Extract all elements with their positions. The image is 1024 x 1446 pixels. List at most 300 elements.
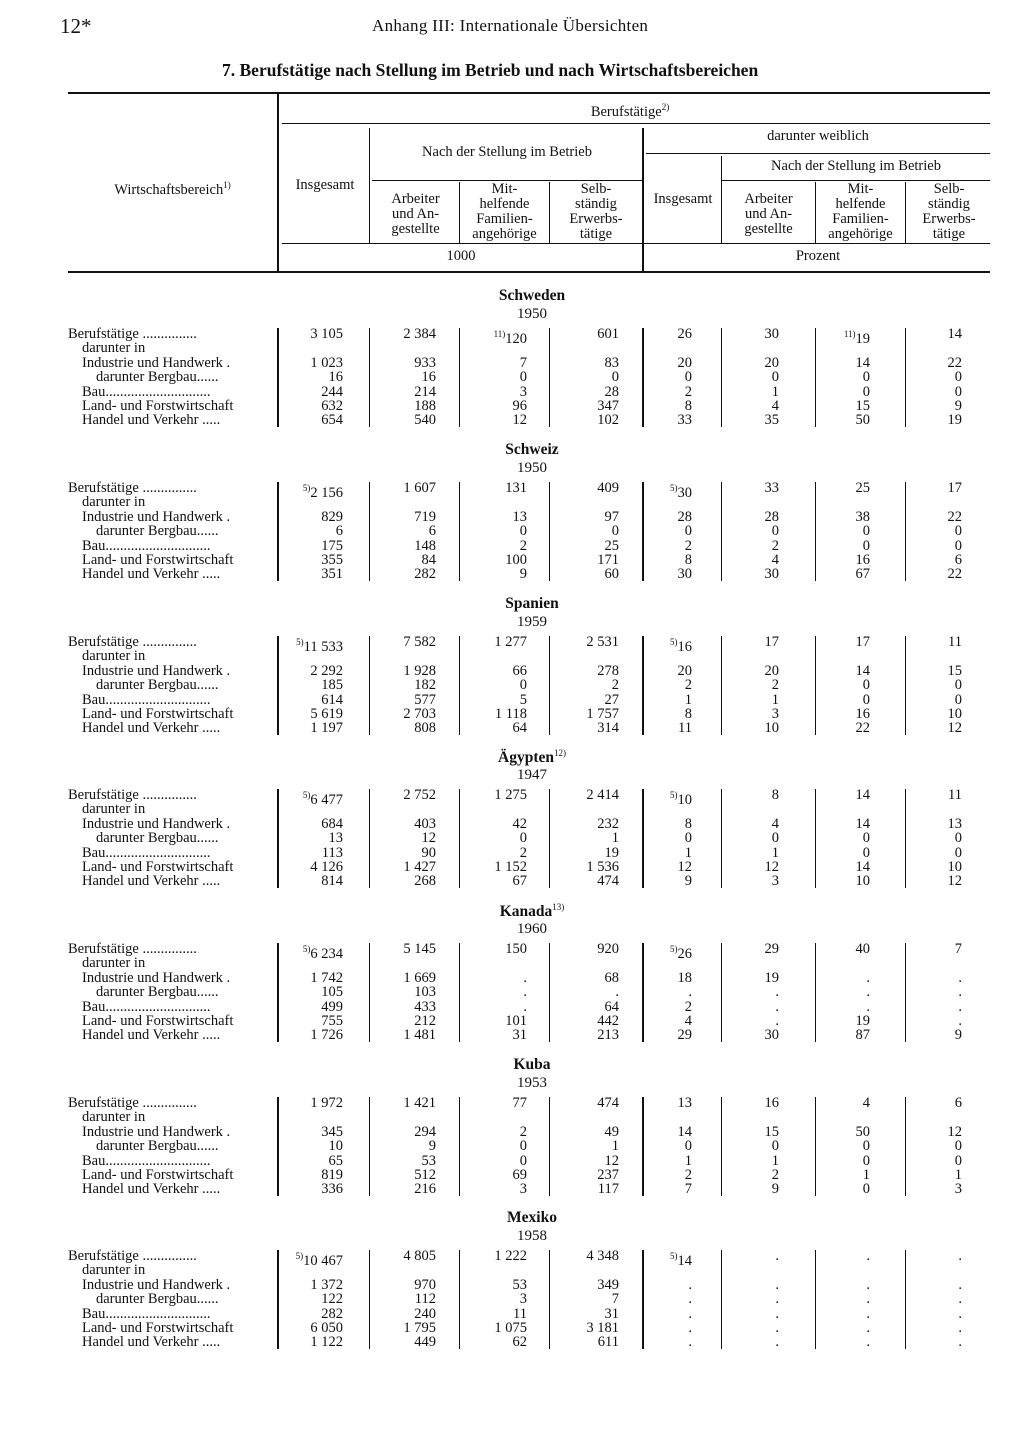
table-cell: . [958, 1305, 962, 1322]
table-cell: 19 [764, 969, 779, 986]
table-cell: 29 [677, 1027, 692, 1044]
table-cell: 12 [677, 859, 692, 875]
table-cell: 0 [684, 523, 692, 540]
table-cell: . [866, 998, 870, 1015]
table-cell: 3 [519, 1181, 527, 1198]
table-cell: 244 [321, 383, 343, 400]
table-cell: 14 [677, 1123, 692, 1140]
table-cell: 0 [771, 523, 779, 540]
table-cell: 442 [597, 1013, 619, 1029]
header-stellung: Nach der Stellung im Betrieb [422, 144, 592, 160]
table-cell: 0 [862, 523, 870, 540]
table-cell: . [523, 984, 527, 1001]
table-cell: 105 [321, 984, 343, 1001]
table-cell: . [775, 1276, 779, 1293]
row-label: Industrie und Handwerk . [82, 815, 231, 832]
table-cell: 30 [764, 1027, 779, 1044]
running-head: Anhang III: Internationale Übersichten [372, 16, 649, 35]
table-cell: 1 222 [494, 1248, 527, 1264]
row-label: Land- und Forstwirtschaft [82, 552, 234, 568]
table-cell: 3 [771, 873, 779, 890]
row-label: Bau............................. [82, 1152, 211, 1169]
row-label: darunter Bergbau...... [96, 830, 219, 847]
table-cell: 0 [954, 691, 962, 708]
table-cell: . [688, 1276, 692, 1293]
table-cell: 16 [328, 369, 343, 386]
table-cell: 15 [855, 398, 870, 414]
table-cell: 2 [519, 1123, 527, 1140]
table-cell: 0 [862, 1181, 870, 1198]
row-label: Berufstätige ............... [68, 480, 197, 496]
row-label: Industrie und Handwerk . [82, 662, 231, 679]
table-cell: 4 [684, 1013, 692, 1029]
page-number: 12* [60, 14, 92, 38]
table-cell: 349 [597, 1276, 619, 1293]
table-cell: 282 [414, 566, 436, 583]
table-cell: $^{5)}$14 [670, 1251, 692, 1269]
row-label: Berufstätige ............... [68, 941, 197, 957]
table-cell: 0 [862, 1138, 870, 1155]
table-cell: 9 [519, 566, 527, 583]
table-cell: 0 [519, 1152, 527, 1169]
table-cell: 26 [677, 326, 692, 342]
table-cell: 67 [855, 566, 870, 583]
table-cell: 131 [505, 480, 527, 496]
header-stub [68, 178, 277, 198]
table-cell: 933 [414, 354, 436, 371]
header-w-mithelfende-l4: angehörige [828, 226, 893, 242]
table-cell: 8 [684, 552, 692, 568]
table-cell: 1 972 [310, 1095, 343, 1111]
section-name-text: Schweden [498, 287, 566, 304]
table-cell: 12 [947, 1123, 962, 1140]
row-label: darunter in [82, 340, 146, 357]
table-cell: 0 [519, 523, 527, 540]
table-cell: . [958, 998, 962, 1015]
table-cell: $^{5)}$16 [670, 637, 692, 655]
table-cell: 2 [771, 537, 779, 554]
table-cell: 53 [512, 1276, 527, 1293]
table-cell: 237 [597, 1167, 619, 1183]
table-cell: $^{5)}$6 477 [302, 790, 343, 808]
table-cell: 30 [764, 566, 779, 583]
table-cell: 351 [321, 566, 343, 583]
table-cell: 449 [414, 1334, 436, 1351]
row-label: Berufstätige ............... [68, 326, 197, 342]
section-name [282, 1056, 782, 1074]
table-cell: 2 [684, 383, 692, 400]
table-cell: 25 [604, 537, 619, 554]
table-cell: $^{11)}$120 [493, 329, 527, 347]
table-cell: . [866, 1305, 870, 1322]
header-mithelfende-l4: angehörige [472, 226, 537, 242]
table-cell: . [775, 984, 779, 1001]
table-cell: 13 [328, 830, 343, 847]
table-cell: 719 [414, 508, 436, 525]
table-cell: 0 [954, 1138, 962, 1155]
table-cell: . [688, 1334, 692, 1351]
table-cell: $^{5)}$6 234 [302, 944, 343, 962]
table-cell: 101 [505, 1013, 527, 1029]
table-cell: 53 [421, 1152, 436, 1169]
table-cell: 1 [684, 844, 692, 861]
table-cell: . [775, 1248, 779, 1264]
row-label: Bau............................. [82, 383, 211, 400]
table-cell: 6 [335, 523, 343, 540]
row-label: Handel und Verkehr ..... [82, 412, 221, 429]
table-cell: 38 [855, 508, 870, 525]
header-arbeiter-l3: gestellte [391, 221, 440, 237]
table-cell: 2 [519, 537, 527, 554]
table-cell: 808 [414, 720, 436, 737]
header-w-arbeiter-l3: gestellte [744, 221, 793, 237]
row-label: Bau............................. [82, 691, 211, 708]
table-cell: 11 [948, 634, 962, 650]
table-cell: 0 [862, 844, 870, 861]
table-cell: 240 [414, 1305, 436, 1322]
header-w-selbstaendig-l1: Selb- [933, 181, 965, 197]
table-cell: 0 [954, 537, 962, 554]
table-cell: 12 [764, 859, 779, 875]
table-cell: 336 [321, 1181, 343, 1198]
table-cell: 1 197 [310, 720, 343, 737]
table-cell: 42 [512, 815, 527, 832]
table-cell: 970 [414, 1276, 436, 1293]
header-mid-rule [282, 123, 990, 124]
header-group [560, 100, 700, 120]
header-selbstaendig [550, 182, 642, 242]
table-cell: 2 531 [586, 634, 619, 650]
table-cell: 8 [771, 787, 779, 803]
table-cell: 611 [597, 1334, 619, 1351]
row-label: Berufstätige ............... [68, 787, 197, 803]
row-label: Land- und Forstwirtschaft [82, 859, 234, 875]
table-cell: 1 [611, 830, 619, 847]
table-cell: 27 [604, 691, 619, 708]
table-cell: 0 [611, 523, 619, 540]
table-cell: 66 [512, 662, 527, 679]
table-cell: 2 [684, 537, 692, 554]
table-cell: 1 421 [403, 1095, 436, 1111]
table-cell: 14 [855, 662, 870, 679]
table-cell: 7 [684, 1181, 692, 1198]
table-cell: 4 805 [403, 1248, 436, 1264]
table-cell: 11 [678, 720, 692, 737]
section-name [282, 595, 782, 613]
row-label: Industrie und Handwerk . [82, 1276, 231, 1293]
section-name-text: Kuba [513, 1056, 551, 1073]
table-cell: 0 [862, 677, 870, 694]
row-label: Berufstätige ............... [68, 1248, 197, 1264]
footnote-marker: 5) [302, 790, 311, 800]
table-cell: 0 [862, 1152, 870, 1169]
table-cell: 0 [862, 537, 870, 554]
table-cell: 10 [764, 720, 779, 737]
row-label: darunter in [82, 955, 146, 972]
footnote-marker: 5) [670, 637, 678, 647]
table-cell: 4 [771, 398, 779, 414]
table-cell: 20 [764, 354, 779, 371]
table-cell: 1 [611, 1138, 619, 1155]
row-label: Land- und Forstwirtschaft [82, 706, 234, 722]
table-cell: 0 [684, 830, 692, 847]
table-cell: 1 275 [494, 787, 527, 803]
table-cell: 4 [862, 1095, 870, 1111]
table-cell: 614 [321, 691, 343, 708]
table-cell: 14 [947, 326, 962, 342]
row-label: darunter Bergbau...... [96, 1138, 219, 1155]
table-cell: 212 [414, 1013, 436, 1029]
table-cell: 10 [855, 873, 870, 890]
table-cell: 2 [771, 1167, 779, 1183]
table-cell: 112 [414, 1291, 436, 1308]
table-cell: 1 372 [310, 1276, 343, 1293]
row-label: Berufstätige ............... [68, 634, 197, 650]
table-cell: 9 [428, 1138, 436, 1155]
table-cell: 1 726 [310, 1027, 343, 1044]
table-cell: 1 742 [310, 969, 343, 986]
table-cell: $^{5)}$11 533 [296, 637, 343, 655]
table-title: 7. Berufstätige nach Stellung im Betrieb und nach Wirtschaftsbereichen [222, 60, 759, 80]
table-cell: 12 [512, 412, 527, 429]
header-w-stellung: Nach der Stellung im Betrieb [771, 158, 941, 174]
table-cell: 150 [505, 941, 527, 957]
table-cell: 1 669 [403, 969, 436, 986]
table-cell: 0 [684, 369, 692, 386]
section-year: 1953 [517, 1075, 547, 1091]
header-w-insgesamt: Insgesamt [653, 191, 713, 207]
table-cell: . [523, 969, 527, 986]
header-arbeiter [372, 192, 459, 237]
table-cell: . [866, 1334, 870, 1351]
table-cell: 64 [604, 998, 619, 1015]
table-cell: 7 [611, 1291, 619, 1308]
table-cell: . [866, 984, 870, 1001]
row-label: Bau............................. [82, 998, 211, 1015]
table-cell: . [958, 1320, 962, 1336]
table-cell: 9 [954, 1027, 962, 1044]
table-cell: 13 [512, 508, 527, 525]
table-cell: 5 619 [310, 706, 343, 722]
table-cell: 4 [771, 815, 779, 832]
table-cell: . [688, 1305, 692, 1322]
table-cell: 1 607 [403, 480, 436, 496]
table-cell: 16 [855, 706, 870, 722]
header-stub-text: Wirtschaftsbereich [114, 181, 224, 198]
section-name-text: Spanien [505, 595, 559, 612]
table-cell: $^{5)}$10 467 [295, 1251, 343, 1269]
table-cell: 294 [414, 1123, 436, 1140]
table-cell: 0 [611, 369, 619, 386]
table-cell: 474 [597, 873, 619, 890]
footnote-marker: 5) [302, 944, 311, 954]
table-cell: 22 [947, 566, 962, 583]
header-mithelfende-l3: Familien- [476, 211, 533, 227]
row-label: darunter Bergbau...... [96, 984, 219, 1001]
table-cell: . [775, 1334, 779, 1351]
table-cell: 35 [764, 412, 779, 429]
table-cell: 77 [512, 1095, 527, 1111]
table-cell: 1 795 [403, 1320, 436, 1336]
table-cell: 3 [519, 383, 527, 400]
table-cell: 185 [321, 677, 343, 694]
table-cell: 819 [321, 1167, 343, 1183]
table-cell: 14 [855, 859, 870, 875]
section-name [282, 1209, 782, 1227]
table-cell: 117 [597, 1181, 619, 1198]
table-cell: 20 [677, 662, 692, 679]
table-cell: 347 [597, 398, 619, 414]
table-cell: . [866, 969, 870, 986]
insg-vrule [369, 128, 370, 243]
section-name-text: Schweiz [505, 441, 559, 458]
row-label: Handel und Verkehr ..... [82, 873, 221, 890]
header-group-text: Berufstätige [590, 103, 662, 120]
table-cell: 62 [512, 1334, 527, 1351]
header-unit-left: 1000 [446, 248, 476, 264]
table-cell: 1 [771, 383, 779, 400]
table-cell: 15 [764, 1123, 779, 1140]
table-cell: 13 [677, 1095, 692, 1111]
table-cell: 12 [421, 830, 436, 847]
section-name-text: Ägypten [498, 749, 554, 767]
header-w-arbeiter-l1: Arbeiter [744, 191, 793, 207]
table-cell: 0 [684, 1138, 692, 1155]
table-cell: 31 [604, 1305, 619, 1322]
table-cell: $^{5)}$26 [670, 944, 692, 962]
table-cell: 9 [954, 398, 962, 414]
table-cell: 0 [954, 383, 962, 400]
table-cell: 540 [414, 412, 436, 429]
table-cell: 1 122 [310, 1334, 343, 1351]
table-cell: $^{5)}$30 [670, 483, 692, 501]
table-cell: 97 [604, 508, 619, 525]
row-label: Land- und Forstwirtschaft [82, 1320, 234, 1336]
header-arbeiter-l1: Arbeiter [391, 191, 440, 207]
table-cell: 1 277 [494, 634, 527, 650]
table-cell: 2 292 [310, 662, 343, 679]
table-cell: . [958, 1248, 962, 1264]
table-cell: 30 [677, 566, 692, 583]
table-cell: 632 [321, 398, 343, 414]
table-cell: 0 [771, 1138, 779, 1155]
section-year: 1960 [517, 921, 547, 937]
table-cell: 84 [421, 552, 436, 568]
table-cell: 0 [862, 383, 870, 400]
section-year: 1950 [517, 460, 547, 476]
table-cell: 60 [604, 566, 619, 583]
table-cell: 0 [862, 830, 870, 847]
table-cell: 1 427 [403, 859, 436, 875]
row-label: Industrie und Handwerk . [82, 1123, 231, 1140]
table-cell: 8 [684, 398, 692, 414]
table-cell: 0 [519, 830, 527, 847]
table-cell: 7 [519, 354, 527, 371]
table-cell: 9 [771, 1181, 779, 1198]
section-year: 1958 [517, 1228, 547, 1244]
footnote-marker: 11) [843, 329, 856, 339]
table-cell: 122 [321, 1291, 343, 1308]
table-cell: 16 [855, 552, 870, 568]
table-cell: 49 [604, 1123, 619, 1140]
header-mithelfende-l1: Mit- [491, 181, 518, 197]
table-cell: 1 [862, 1167, 870, 1183]
section-name [282, 748, 782, 767]
table-cell: . [866, 1320, 870, 1336]
table-cell: $^{5)}$2 156 [302, 483, 343, 501]
table-cell: 409 [597, 480, 619, 496]
header-w-selbstaendig [906, 182, 992, 242]
table-cell: 577 [414, 691, 436, 708]
table-cell: 3 [771, 706, 779, 722]
table-cell: 64 [512, 720, 527, 737]
table-cell: 13 [947, 815, 962, 832]
table-cell: 102 [597, 412, 619, 429]
table-cell: 11 [513, 1305, 527, 1322]
table-cell: 3 105 [310, 326, 343, 342]
section-year: 1950 [517, 306, 547, 322]
table-cell: 33 [764, 480, 779, 496]
header-selbstaendig-l1: Selb- [580, 181, 612, 197]
row-label: Bau............................. [82, 844, 211, 861]
table-cell: 1 118 [494, 706, 527, 722]
table-cell: 2 [611, 677, 619, 694]
table-cell: . [958, 969, 962, 986]
table-cell: 28 [764, 508, 779, 525]
table-cell: 4 126 [310, 859, 343, 875]
section-year: 1947 [517, 767, 547, 783]
table-cell: 100 [505, 552, 527, 568]
table-cell: 3 [954, 1181, 962, 1198]
table-cell: 83 [604, 354, 619, 371]
table-cell: . [958, 1334, 962, 1351]
row-label: darunter Bergbau...... [96, 523, 219, 540]
table-cell: 19 [604, 844, 619, 861]
section-name [282, 287, 782, 305]
table-cell: 90 [421, 844, 436, 861]
header-unit-rule [282, 243, 990, 244]
table-cell: 0 [954, 677, 962, 694]
table-cell: 6 [428, 523, 436, 540]
table-cell: 33 [677, 412, 692, 429]
table-cell: 814 [321, 873, 343, 890]
table-cell: . [775, 1305, 779, 1322]
table-cell: 2 [684, 677, 692, 694]
table-cell: 278 [597, 662, 619, 679]
table-cell: 28 [604, 383, 619, 400]
header-w-mithelfende [816, 182, 905, 242]
table-cell: 5 [519, 691, 527, 708]
header-unit-right: Prozent [795, 248, 841, 264]
header-w-mithelfende-l2: helfende [835, 196, 886, 212]
table-cell: 920 [597, 941, 619, 957]
section-name [282, 902, 782, 921]
table-cell: 6 [954, 552, 962, 568]
table-cell: 12 [604, 1152, 619, 1169]
table-cell: . [775, 1291, 779, 1308]
table-cell: 403 [414, 815, 436, 832]
table-cell: 10 [947, 706, 962, 722]
table-cell: 1 928 [403, 662, 436, 679]
table-cell: 0 [519, 369, 527, 386]
table-cell: 4 [771, 552, 779, 568]
table-cell: 282 [321, 1305, 343, 1322]
table-cell: 684 [321, 815, 343, 832]
table-cell: 30 [764, 326, 779, 342]
table-cell: 2 414 [586, 787, 619, 803]
table-cell: 1 536 [586, 859, 619, 875]
footnote-marker: 5) [670, 790, 678, 800]
